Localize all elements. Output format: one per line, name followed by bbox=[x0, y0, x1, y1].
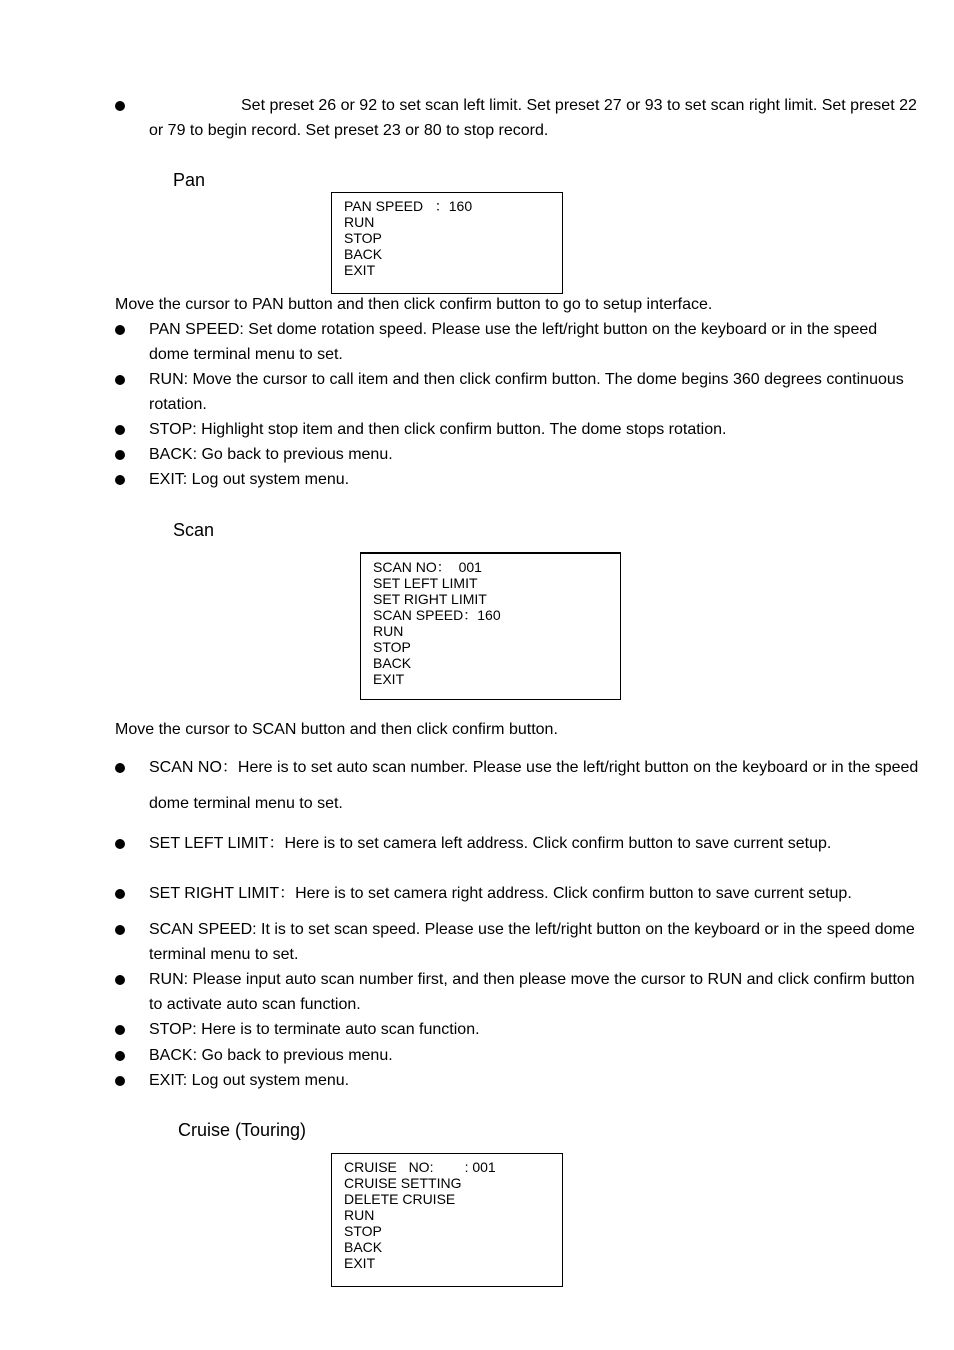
scan-bullet-no-text: SCAN NO：Here is to set auto scan number. Please use the left/right button on the keyboard or in the speed dome terminal menu to set. bbox=[149, 759, 919, 812]
scan-bullet-run bbox=[115, 967, 920, 1017]
cruise-menu-box bbox=[331, 1153, 563, 1287]
scan-menu-box bbox=[360, 552, 621, 700]
bullet-icon bbox=[115, 1025, 125, 1035]
bullet-icon bbox=[115, 889, 125, 899]
cruise-menu-item-exit: EXIT bbox=[344, 1255, 376, 1271]
pan-heading: Pan bbox=[173, 170, 206, 190]
pan-bullet-exit-text: EXIT: Log out system menu. bbox=[149, 471, 350, 488]
scan-menu-item-stop: STOP bbox=[373, 639, 411, 655]
intro-bullet bbox=[115, 93, 920, 143]
scan-bullet-back-text: BACK: Go back to previous menu. bbox=[149, 1047, 393, 1064]
scan-bullet-run-text: RUN: Please input auto scan number first, and then please move the cursor to RUN and click confirm button to activate auto scan function. bbox=[149, 971, 915, 1013]
scan-menu-item-no: SCAN NO： 001 bbox=[373, 559, 482, 575]
bullet-icon bbox=[115, 101, 125, 111]
scan-bullet-left-limit-text: SET LEFT LIMIT：Here is to set camera left address. Click confirm button to save current setup. bbox=[149, 835, 832, 852]
scan-menu-item-exit: EXIT bbox=[373, 671, 405, 687]
bullet-icon bbox=[115, 1051, 125, 1061]
bullet-icon bbox=[115, 763, 125, 773]
scan-bullet-stop bbox=[115, 1017, 920, 1042]
scan-bullet-right-limit bbox=[115, 881, 920, 906]
scan-intro: Move the cursor to SCAN button and then click confirm button. bbox=[115, 721, 558, 738]
cruise-heading: Cruise (Touring) bbox=[178, 1120, 307, 1140]
pan-bullet-speed-text: PAN SPEED: Set dome rotation speed. Please use the left/right button on the keyboard or in the speed dome terminal menu to set. bbox=[149, 321, 878, 363]
pan-menu-item-speed: PAN SPEED ：160 bbox=[344, 198, 473, 214]
cruise-menu-item-no: CRUISE NO: : 001 bbox=[344, 1159, 496, 1175]
pan-bullet-stop-text: STOP: Highlight stop item and then click confirm button. The dome stops rotation. bbox=[149, 421, 727, 438]
scan-bullet-exit bbox=[115, 1068, 920, 1093]
scan-bullet-speed bbox=[115, 917, 920, 967]
bullet-icon bbox=[115, 475, 125, 485]
scan-bullet-stop-text: STOP: Here is to terminate auto scan function. bbox=[149, 1021, 480, 1038]
pan-menu-item-stop: STOP bbox=[344, 230, 382, 246]
bullet-icon bbox=[115, 375, 125, 385]
bullet-icon bbox=[115, 975, 125, 985]
bullet-icon bbox=[115, 1076, 125, 1086]
scan-bullet-exit-text: EXIT: Log out system menu. bbox=[149, 1072, 350, 1089]
pan-bullet-run-text: RUN: Move the cursor to call item and then click confirm button. The dome begins 360 degrees continuous rotation. bbox=[149, 371, 904, 413]
scan-menu-item-left-limit: SET LEFT LIMIT bbox=[373, 575, 478, 591]
scan-menu-item-right-limit: SET RIGHT LIMIT bbox=[373, 591, 487, 607]
cruise-menu-item-stop: STOP bbox=[344, 1223, 382, 1239]
scan-menu-item-back: BACK bbox=[373, 655, 412, 671]
bullet-icon bbox=[115, 450, 125, 460]
pan-bullet-back bbox=[115, 442, 920, 467]
cruise-menu-item-delete: DELETE CRUISE bbox=[344, 1191, 456, 1207]
pan-bullet-speed bbox=[115, 317, 920, 367]
scan-bullet-speed-text: SCAN SPEED: It is to set scan speed. Please use the left/right button on the keyboard or in the speed dome terminal menu to set. bbox=[149, 921, 915, 963]
scan-menu-item-run: RUN bbox=[373, 623, 404, 639]
scan-bullet-left-limit bbox=[115, 831, 920, 856]
cruise-menu-item-setting: CRUISE SETTING bbox=[344, 1175, 462, 1191]
pan-bullet-run bbox=[115, 367, 920, 417]
pan-bullet-stop bbox=[115, 417, 920, 442]
pan-bullet-back-text: BACK: Go back to previous menu. bbox=[149, 446, 393, 463]
scan-menu-item-speed: SCAN SPEED：160 bbox=[373, 607, 501, 623]
bullet-icon bbox=[115, 425, 125, 435]
bullet-icon bbox=[115, 839, 125, 849]
scan-bullet-back bbox=[115, 1043, 920, 1068]
pan-menu-box bbox=[331, 192, 563, 294]
pan-bullet-exit bbox=[115, 467, 920, 492]
bullet-icon bbox=[115, 925, 125, 935]
scan-heading: Scan bbox=[173, 520, 215, 540]
scan-bullet-right-limit-text: SET RIGHT LIMIT：Here is to set camera right address. Click confirm button to save current setup. bbox=[149, 885, 852, 902]
bullet-icon bbox=[115, 325, 125, 335]
intro-bullet-text: Set preset 26 or 92 to set scan left limit. Set preset 27 or 93 to set scan right limit. Set preset 22 or 79 to begin record. Set preset 23 or 80 to stop record. bbox=[149, 97, 917, 139]
pan-menu-item-run: RUN bbox=[344, 214, 375, 230]
scan-bullet-no bbox=[115, 756, 920, 822]
cruise-menu-item-back: BACK bbox=[344, 1239, 383, 1255]
pan-menu-item-exit: EXIT bbox=[344, 262, 376, 278]
pan-intro: Move the cursor to PAN button and then click confirm button to go to setup interface. bbox=[115, 296, 713, 313]
pan-menu-item-back: BACK bbox=[344, 246, 383, 262]
cruise-menu-item-run: RUN bbox=[344, 1207, 375, 1223]
